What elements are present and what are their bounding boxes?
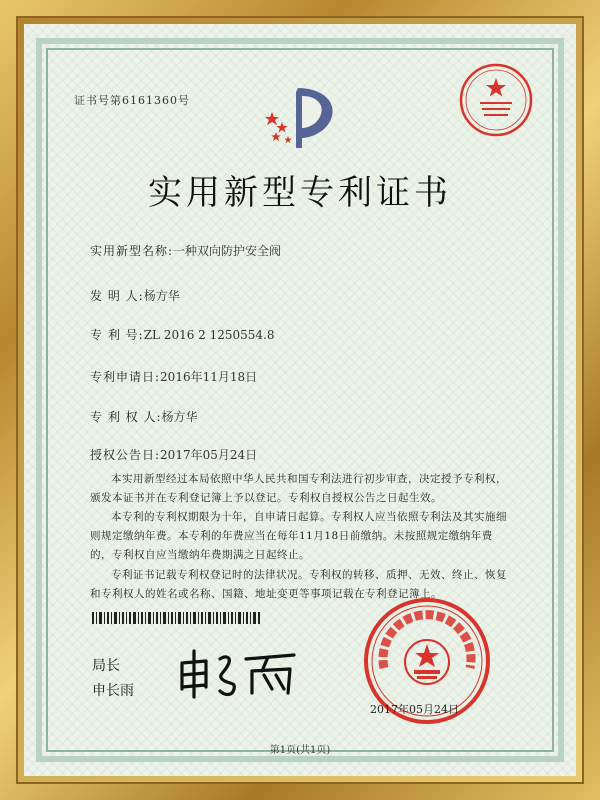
field-grant-date [90,446,257,463]
seal-date: 2017年05月24日 [370,703,459,716]
field-inventor [90,287,180,304]
certificate-title: 实用新型专利证书 [148,173,452,213]
field-value: ZL 2016 2 1250554.8 [143,328,275,342]
field-patentee [90,408,198,425]
paragraph-grant: 本实用新型经过本局依照中华人民共和国专利法进行初步审查，决定授予专利权，颁发本证书并在专利登记簿上予以登记。专利权自授权公告之日起生效。 [90,473,507,504]
paragraph-legal-status: 专利证书记载专利权登记时的法律状况。专利权的转移、质押、无效、终止、恢复和专利权人的姓名或名称、国籍、地址变更等事项记载在专利登记簿上。 [90,569,507,600]
field-value: 杨方华 [161,410,198,424]
paragraph-term: 本专利的专利权期限为十年，自申请日起算。专利权人应当依照专利法及其实施细则规定缴纳年费。本专利的年费应当在每年11月18日前缴纳。未按照规定缴纳年费的，专利权自应当缴纳年费期满之日起终止。 [90,511,507,561]
director-title: 局长 [92,658,120,674]
field-utility-model-name [90,242,281,259]
field-label: 授权公告日: [90,448,161,462]
field-value: 一种双向防护安全阀 [173,244,282,258]
agency-seal-icon [458,62,534,138]
director-name: 申长雨 [92,683,134,699]
field-patent-number [90,326,275,343]
handwritten-signature-icon [176,645,306,701]
certificate-number: 证书号第6161360号 [74,94,190,107]
field-value: 2017年05月24日 [160,448,258,462]
field-label: 专利申请日: [90,370,161,384]
page-indicator: 第1页(共1页) [269,745,331,756]
patent-office-logo-icon [258,82,344,152]
field-label: 专 利 权 人: [90,410,162,424]
field-label: 发 明 人: [90,289,144,303]
field-value: 杨方华 [143,289,180,303]
barcode-icon [92,612,262,624]
field-label: 实用新型名称: [90,244,174,258]
field-application-date [90,368,257,385]
field-value: 2016年11月18日 [160,370,258,384]
field-label: 专 利 号: [90,328,144,342]
